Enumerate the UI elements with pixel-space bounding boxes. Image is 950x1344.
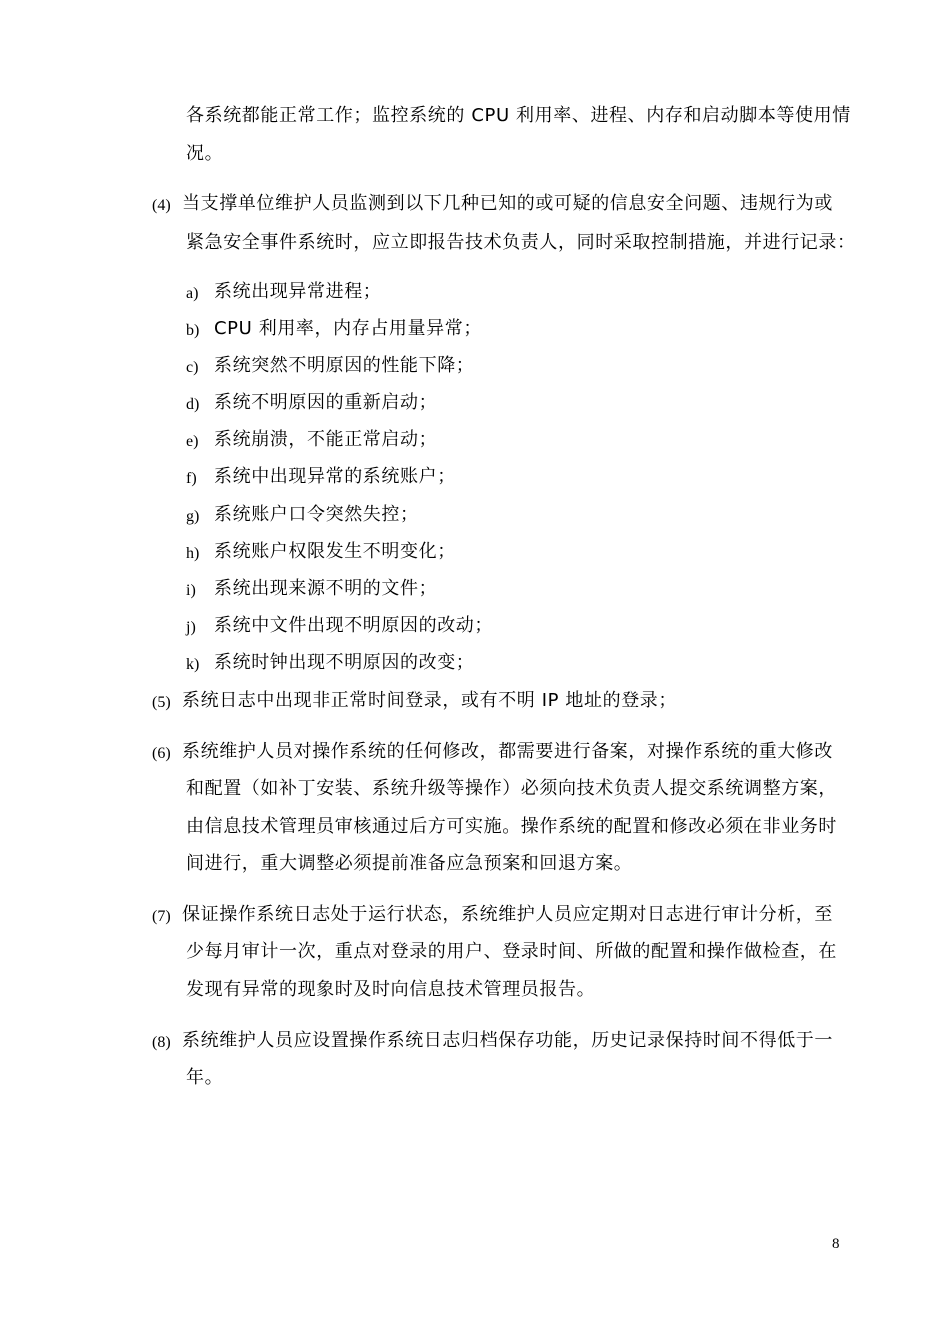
subitem-letter: i) bbox=[186, 582, 196, 599]
subitem-text: 系统崩溃，不能正常启动； bbox=[214, 429, 438, 450]
subitem-text: CPU 利用率，内存占用量异常； bbox=[214, 318, 482, 339]
item-number: (5) bbox=[152, 694, 171, 711]
subitem-letter: g) bbox=[186, 508, 200, 525]
subitem-letter: d) bbox=[186, 396, 200, 413]
intro-line: 况。 bbox=[186, 143, 224, 164]
subitem-text: 系统中文件出现不明原因的改动； bbox=[214, 615, 493, 636]
subitem-letter: a) bbox=[186, 285, 199, 302]
item-line: 紧急安全事件系统时，应立即报告技术负责人，同时采取控制措施，并进行记录： bbox=[186, 232, 856, 253]
subitem-text: 系统出现异常进程； bbox=[214, 281, 382, 302]
subitem-letter: f) bbox=[186, 470, 197, 487]
item-number: (8) bbox=[152, 1034, 171, 1051]
item-line: 系统维护人员应设置操作系统日志归档保存功能，历史记录保持时间不得低于一 bbox=[182, 1030, 833, 1051]
subitem-letter: b) bbox=[186, 322, 200, 339]
item-line: 发现有异常的现象时及时向信息技术管理员报告。 bbox=[186, 979, 596, 1000]
page-number: 8 bbox=[832, 1236, 840, 1252]
item-line: 少每月审计一次，重点对登录的用户、登录时间、所做的配置和操作做检查，在 bbox=[186, 941, 837, 962]
subitem-letter: e) bbox=[186, 433, 199, 450]
subitem-text: 系统出现来源不明的文件； bbox=[214, 578, 438, 599]
item-line: 由信息技术管理员审核通过后方可实施。操作系统的配置和修改必须在非业务时 bbox=[186, 816, 837, 837]
subitem-text: 系统时钟出现不明原因的改变； bbox=[214, 652, 475, 673]
subitem-letter: k) bbox=[186, 656, 200, 673]
item-number: (7) bbox=[152, 908, 171, 925]
subitem-text: 系统账户口令突然失控； bbox=[214, 504, 419, 525]
intro-line: 各系统都能正常工作；监控系统的 CPU 利用率、进程、内存和启动脚本等使用情 bbox=[186, 105, 851, 126]
item-number: (4) bbox=[152, 197, 171, 214]
subitem-letter: h) bbox=[186, 545, 200, 562]
item-number: (6) bbox=[152, 745, 171, 762]
subitem-text: 系统账户权限发生不明变化； bbox=[214, 541, 456, 562]
subitem-letter: j) bbox=[186, 619, 196, 636]
subitem-text: 系统不明原因的重新启动； bbox=[214, 392, 438, 413]
item-line: 系统维护人员对操作系统的任何修改，都需要进行备案，对操作系统的重大修改 bbox=[182, 741, 833, 762]
item-line: 和配置（如补丁安装、系统升级等操作）必须向技术负责人提交系统调整方案， bbox=[186, 778, 837, 799]
item-line: 年。 bbox=[186, 1067, 224, 1088]
item-line: 当支撑单位维护人员监测到以下几种已知的或可疑的信息安全问题、违规行为或 bbox=[182, 193, 833, 214]
item-line: 间进行，重大调整必须提前准备应急预案和回退方案。 bbox=[186, 853, 633, 874]
item-line: 保证操作系统日志处于运行状态，系统维护人员应定期对日志进行审计分析，至 bbox=[182, 904, 833, 925]
subitem-text: 系统中出现异常的系统账户； bbox=[214, 466, 456, 487]
subitem-text: 系统突然不明原因的性能下降； bbox=[214, 355, 475, 376]
item-line: 系统日志中出现非正常时间登录，或有不明 IP 地址的登录； bbox=[182, 690, 678, 711]
subitem-letter: c) bbox=[186, 359, 199, 376]
